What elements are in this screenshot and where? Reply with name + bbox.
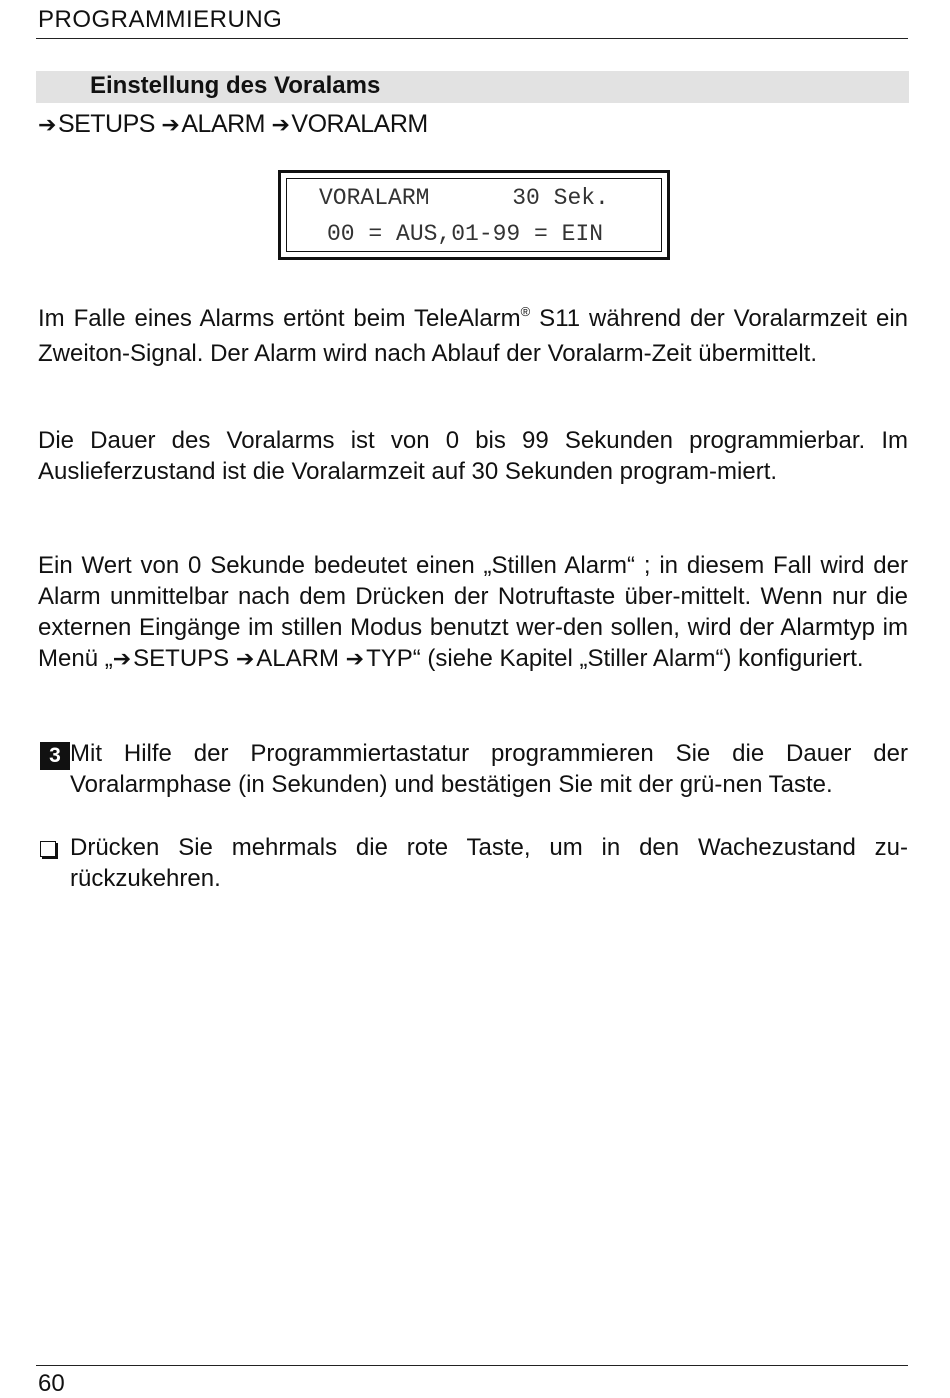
list-item-step-3 xyxy=(38,738,908,800)
menu-ref-setups: SETUPS xyxy=(133,645,230,672)
menu-path xyxy=(38,110,428,139)
menu-path-item-alarm: ALARM xyxy=(181,110,265,138)
right-arrow-icon: ➔ xyxy=(161,112,180,137)
menu-ref-alarm: ALARM xyxy=(256,645,339,672)
step-text: Mit Hilfe der Programmiertastatur programmieren Sie die Dauer der Voralarmphase (in Sekunden) und bestätigen Sie mit der grü-nen Taste. xyxy=(70,740,908,798)
right-arrow-icon: ➔ xyxy=(345,646,365,671)
right-arrow-icon: ➔ xyxy=(38,112,56,137)
page-number: 60 xyxy=(38,1370,65,1397)
menu-path-item-setups: SETUPS xyxy=(57,110,155,138)
step-text: Drücken Sie mehrmals die rote Taste, um in den Wachezustand zu-rückzukehren. xyxy=(70,834,908,892)
lcd-display xyxy=(278,170,670,260)
right-arrow-icon: ➔ xyxy=(112,646,132,671)
menu-path-item-voralarm: VORALARM xyxy=(291,110,428,138)
paragraph-text: Ein Wert von 0 Sekunde bedeutet einen „Stillen Alarm“ ; in diesem Fall wird der Alarm unmittelbar nach dem Drücken der Notruftaste über-mittelt. Wenn nur die externen Eingänge im stillen Modus benutzt wer-den sollen, wird der Alarmtyp im Menü „ xyxy=(38,552,908,672)
paragraph-silent-alarm xyxy=(38,550,908,674)
checkbox-icon xyxy=(40,841,56,857)
right-arrow-icon: ➔ xyxy=(235,646,255,671)
registered-mark: ® xyxy=(520,304,531,319)
menu-ref-typ: TYP xyxy=(366,645,413,672)
page-header-title: PROGRAMMIERUNG xyxy=(38,6,283,33)
right-arrow-icon: ➔ xyxy=(271,112,290,137)
lcd-line-1: VORALARM 30 Sek. xyxy=(319,185,609,211)
section-title: Einstellung des Voralams xyxy=(90,72,381,99)
header-divider xyxy=(36,38,908,39)
footer-divider xyxy=(36,1365,908,1366)
paragraph-text: “ (siehe Kapitel „Stiller Alarm“) konfiguriert. xyxy=(412,645,864,672)
paragraph-text: Im Falle eines Alarms ertönt beim TeleAlarm xyxy=(38,305,521,332)
paragraph-voralarm-intro xyxy=(38,294,908,371)
lcd-line-2: 00 = AUS,01-99 = EIN xyxy=(327,221,604,247)
list-item-return xyxy=(38,832,908,894)
step-number-badge: 3 xyxy=(40,742,70,770)
paragraph-text: S11 während der Voralarmzeit ein Zweiton-Signal. Der Alarm wird nach Ablauf der Voralarm-Zeit übermittelt. xyxy=(38,305,908,367)
paragraph-voralarm-duration: Die Dauer des Voralarms ist von 0 bis 99 Sekunden programmierbar. Im Auslieferzustand ist die Voralarmzeit auf 30 Sekunden program-miert. xyxy=(38,427,908,485)
